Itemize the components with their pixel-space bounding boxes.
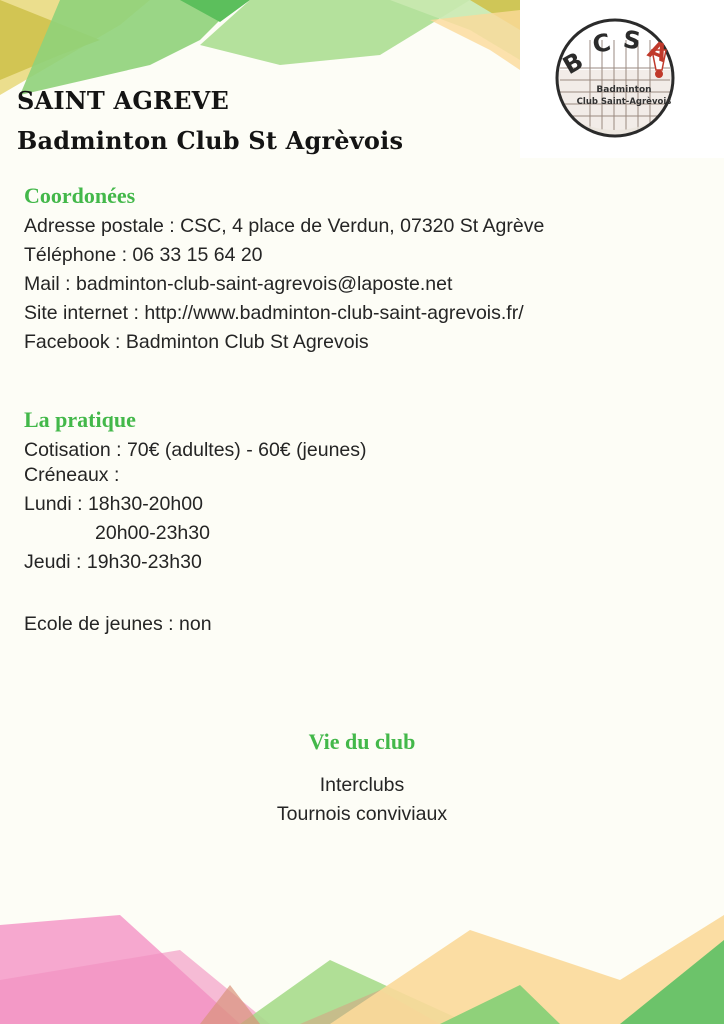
club-title: Badminton Club St Agrèvois xyxy=(17,126,404,155)
ecole-line: Ecole de jeunes : non xyxy=(24,613,212,635)
logo-emblem xyxy=(520,0,724,158)
city-title: SAINT AGREVE xyxy=(17,86,230,115)
address-line: Adresse postale : CSC, 4 place de Verdun, 07320 St Agrève xyxy=(24,215,545,237)
logo-text-club: Club Saint-Agrèvois xyxy=(576,97,672,107)
vie-club-item: Interclubs xyxy=(319,774,405,796)
creneaux-line: Créneaux : xyxy=(24,464,120,486)
vie-club-item: Tournois conviviaux xyxy=(276,803,448,825)
facebook-line: Facebook : Badminton Club St Agrevois xyxy=(24,331,369,353)
lundi-line: Lundi : 18h30-20h00 xyxy=(24,493,203,515)
lundi-second-slot: 20h00-23h30 xyxy=(95,522,210,544)
logo-letter-s: S xyxy=(621,25,643,56)
logo-text-badminton: Badminton xyxy=(596,85,652,95)
coordonnees-heading: Coordonées xyxy=(24,183,136,208)
phone-line: Téléphone : 06 33 15 64 20 xyxy=(24,244,263,266)
vie-club-heading: Vie du club xyxy=(308,729,416,754)
logo-letter-a: A xyxy=(643,34,672,68)
logo-letter-c: C xyxy=(590,28,614,60)
website-line[interactable]: Site internet : http://www.badminton-club-saint-agrevois.fr/ xyxy=(24,302,524,324)
jeudi-line: Jeudi : 19h30-23h30 xyxy=(24,551,202,573)
club-logo xyxy=(520,0,724,158)
mail-line[interactable]: Mail : badminton-club-saint-agrevois@laposte.net xyxy=(24,273,453,295)
logo-letter-b: B xyxy=(558,46,588,81)
pratique-heading: La pratique xyxy=(24,407,136,432)
cotisation-line: Cotisation : 70€ (adultes) - 60€ (jeunes) xyxy=(24,439,367,461)
